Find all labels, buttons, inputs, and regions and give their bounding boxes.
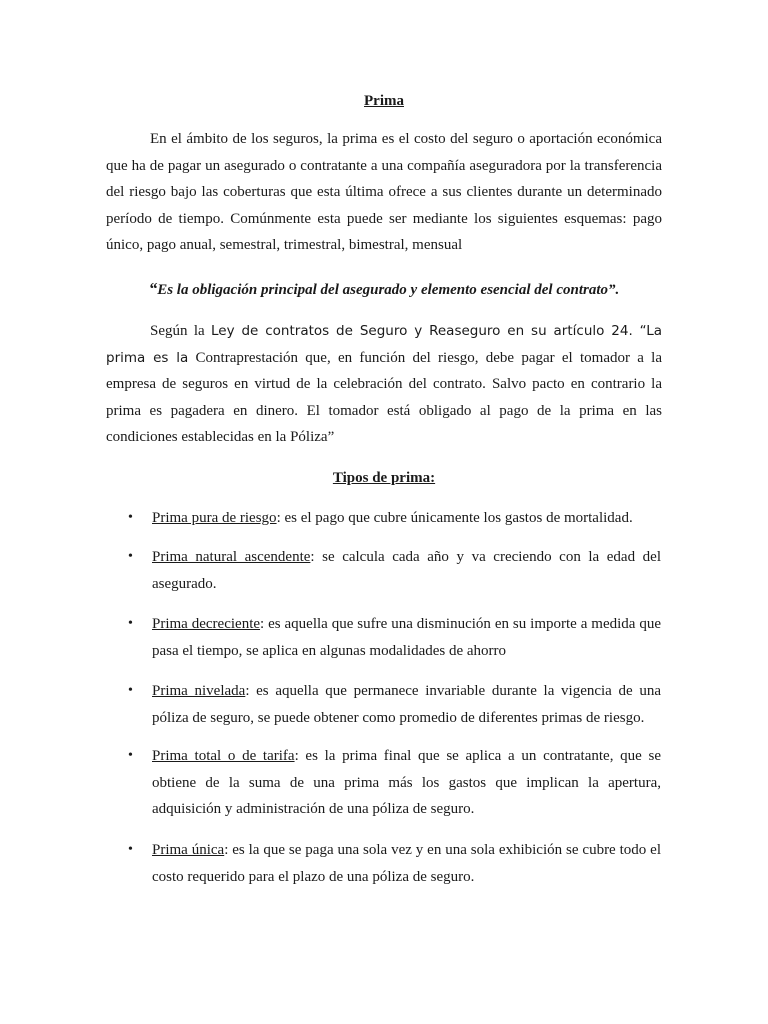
prima-type-definition: : es la que se paga una sola vez y en una sola exhibición se cubre todo el costo requerido para el plazo de una póliza de seguro. <box>152 842 661 885</box>
law-lead: Según la <box>150 323 212 339</box>
list-item <box>128 611 662 664</box>
prima-type-definition: : es la prima final que se aplica a un contratante, que se obtiene de la suma de una prima más los gastos que implican la apertura, adquisición y administración de una póliza de seguro. <box>152 748 661 817</box>
list-item <box>128 544 661 597</box>
quote-text: Es la obligación principal del asegurado y elemento esencial del contrato”. <box>157 282 620 298</box>
list-item <box>128 743 661 823</box>
section-subtitle: Tipos de prima: <box>332 470 436 486</box>
bullet-icon: • <box>128 616 133 631</box>
law-rest: Contraprestación que, en función del riesgo, debe pagar el tomador a la empresa de seguros en virtud de la celebración del contrato. Salvo pacto en contrario la prima es pagadera en dinero. El tomador está obligado al pago de la prima en las condiciones establecidas en la Póliza” <box>106 349 662 445</box>
prima-type-term: Prima total o de tarifa <box>152 748 295 764</box>
prima-type-definition: : es aquella que sufre una disminución en su importe a medida que pasa el tiempo, se aplica en algunas modalidades de ahorro <box>152 616 662 659</box>
bullet-icon: • <box>128 842 133 857</box>
page-title: Prima <box>364 93 404 109</box>
quote-open-mark: “ <box>148 279 158 298</box>
bullet-icon: • <box>128 683 133 698</box>
bullet-icon: • <box>128 549 133 564</box>
prima-type-term: Prima natural ascendente <box>152 549 311 565</box>
intro-paragraph: En el ámbito de los seguros, la prima es el costo del seguro o aportación económica que ha de pagar un asegurado o contratante a una compañía aseguradora por la transferencia del riesgo bajo las coberturas que esta última ofrece a sus clientes durante un determinado período de tiempo. Comúnmente esta puede ser mediante los siguientes esquemas: pago único, pago anual, semestral, trimestral, bimestral, mensual <box>106 131 662 253</box>
bullet-icon: • <box>128 510 133 525</box>
prima-type-term: Prima decreciente <box>152 616 261 632</box>
list-item <box>128 505 661 532</box>
prima-type-definition: : se calcula cada año y va creciendo con la edad del asegurado. <box>152 549 661 592</box>
prima-type-term: Prima pura de riesgo <box>152 510 277 526</box>
list-item <box>128 837 661 890</box>
prima-type-term: Prima nivelada <box>152 683 246 699</box>
bullet-icon: • <box>128 748 133 763</box>
prima-type-term: Prima única <box>152 842 225 858</box>
law-article-reference: Ley de contratos de Seguro y Reaseguro en su artículo 24. “La prima es la <box>106 323 662 366</box>
list-item <box>128 678 661 731</box>
prima-type-definition: : es el pago que cubre únicamente los gastos de mortalidad. <box>276 510 633 526</box>
prima-type-definition: : es aquella que permanece invariable durante la vigencia de una póliza de seguro, se puede obtener como promedio de diferentes primas de riesgo. <box>152 683 661 726</box>
